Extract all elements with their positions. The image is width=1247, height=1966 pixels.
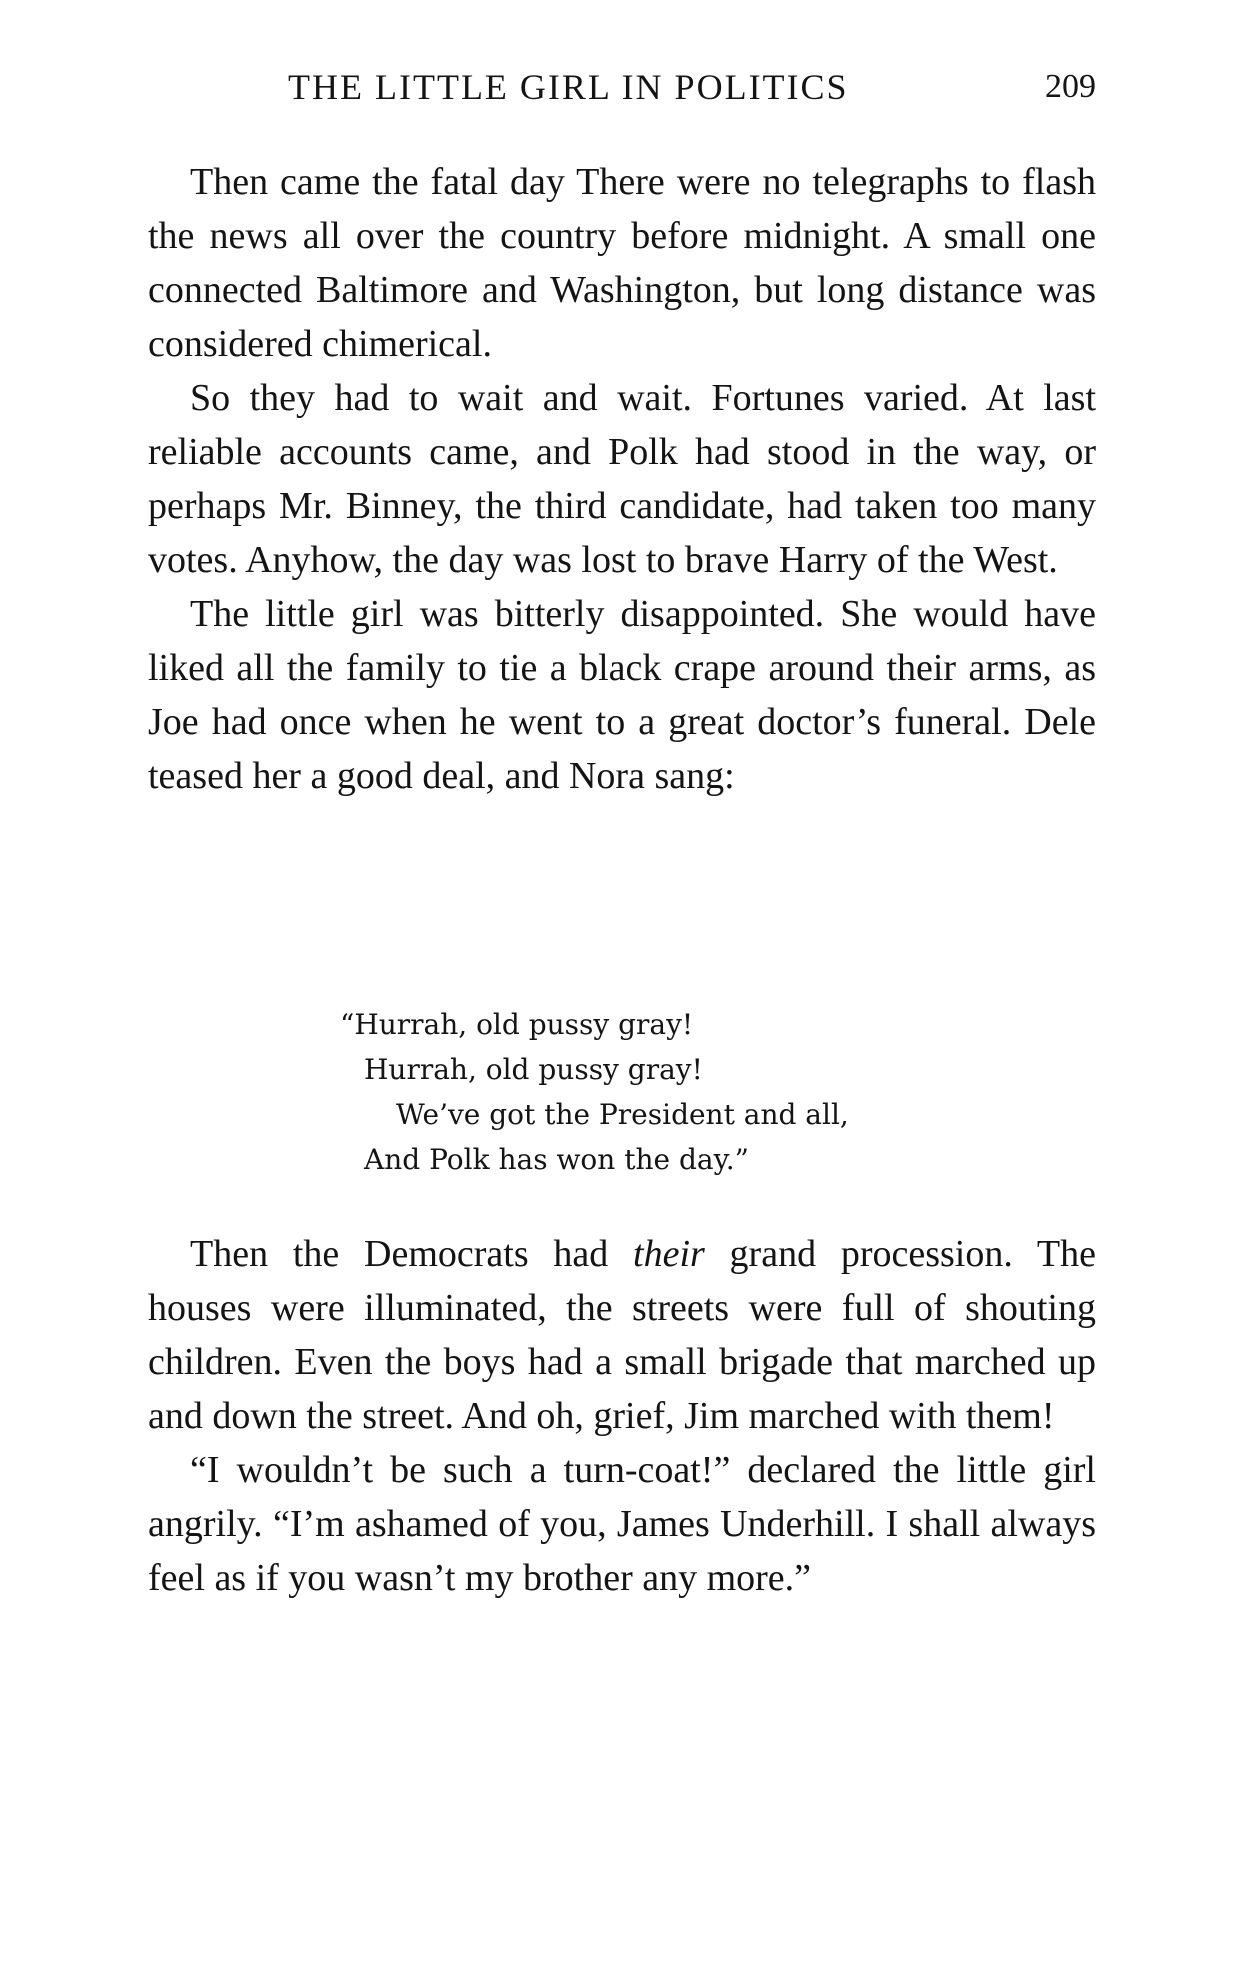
verse-line: And Polk has won the day.”	[364, 1143, 749, 1176]
paragraph-disappointed: The little girl was bitterly disappointed. She would have liked all the family to tie a black crape around their arms, as Joe had once when he went to a great doctor’s funeral. Dele teased her a good deal, and Nora sang:	[148, 593, 1096, 797]
page-number: 209	[1045, 68, 1096, 105]
procession-text-start: Then the Democrats had	[190, 1233, 634, 1275]
paragraph-turncoat	[148, 1443, 1096, 1605]
paragraph-wait: So they had to wait and wait. Fortunes varied. At last reliable accounts came, and Polk had stood in the way, or perhaps Mr. Binney, the third candidate, had taken too many votes. Anyhow, the day was lost to brave Harry of the West.	[148, 377, 1096, 581]
paragraph-procession	[148, 1227, 1096, 1443]
paragraph-fatal-day: Then came the fatal day There were no telegraphs to flash the news all over the country before midnight. A small one connected Baltimore and Washington, but long distance was considered chimerical.	[148, 161, 1096, 365]
song-verse	[340, 1002, 849, 1182]
body-text-bottom	[148, 1227, 1096, 1605]
turncoat-text: “I wouldn’t be such a turn-coat!” declared the little girl angrily. “I’m ashamed of you, James Underhill. I shall always feel as if you wasn’t my brother any more.”	[148, 1449, 1096, 1599]
verse-line: Hurrah, old pussy gray!	[364, 1053, 703, 1086]
emphasis-their: their	[633, 1233, 705, 1275]
procession-text-end: grand procession. The houses were illuminated, the streets were full of shouting children. Even the boys had a small brigade that marched up and down the street. And oh, grief, Jim marched with them!	[148, 1233, 1097, 1437]
running-title: THE LITTLE GIRL IN POLITICS	[288, 67, 849, 107]
body-text-top	[148, 155, 1096, 803]
running-head	[148, 66, 1096, 110]
verse-line: “Hurrah, old pussy gray!	[340, 1008, 694, 1041]
verse-line: We’ve got the President and all,	[396, 1098, 849, 1131]
